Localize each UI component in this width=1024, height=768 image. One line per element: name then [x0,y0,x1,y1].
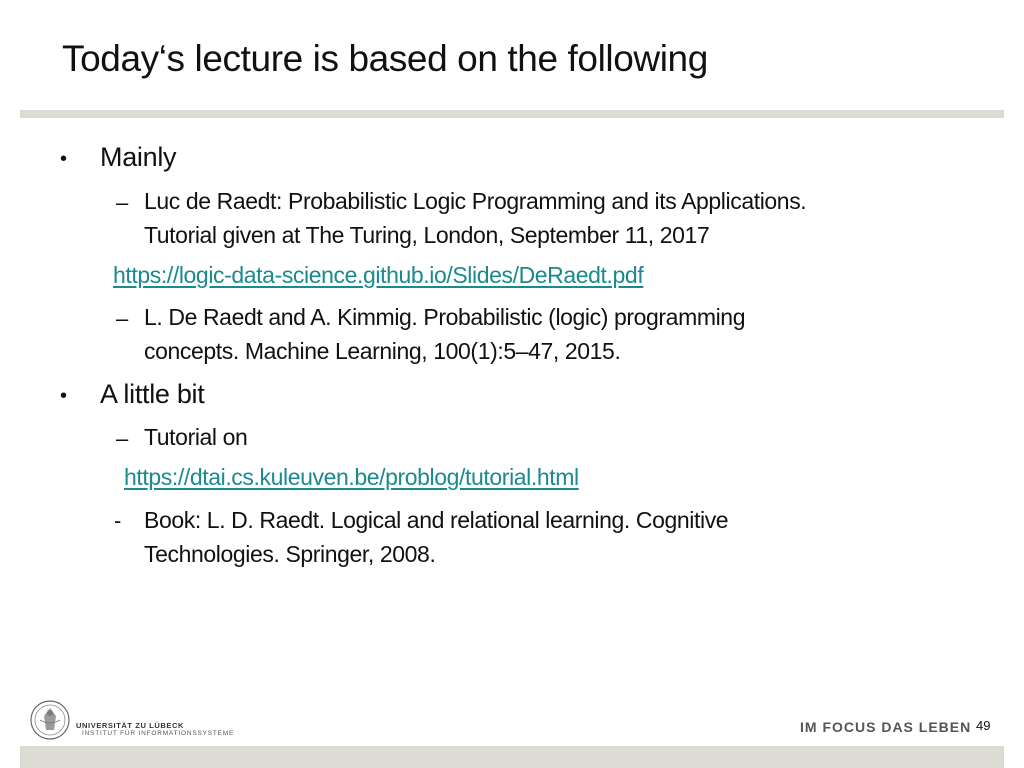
dash-marker: – [116,306,129,331]
reference-deraedt-tutorial [144,184,806,252]
university-name: UNIVERSITÄT ZU LÜBECK [76,721,185,730]
link-deraedt-slides[interactable]: https://logic-data-science.github.io/Slides/DeRaedt.pdf [113,262,644,288]
bullet-a-little-bit: A little bit [100,379,205,409]
dash-marker: – [116,426,129,451]
reference-deraedt-kimmig [144,300,745,368]
tutorial-on-label: Tutorial on [144,424,248,450]
institute-name: INSTITUT FÜR INFORMATIONSSYSTEME [82,730,235,737]
reference-line: Tutorial given at The Turing, London, September 11, 2017 [144,222,710,248]
dash-marker: - [114,508,122,533]
reference-line: Book: L. D. Raedt. Logical and relational learning. Cognitive [144,507,729,533]
bullet-mainly: Mainly [100,142,177,172]
reference-raedt-book [144,503,728,571]
reference-line: Technologies. Springer, 2008. [144,541,436,567]
reference-line: Luc de Raedt: Probabilistic Logic Programming and its Applications. [144,188,807,214]
reference-line: L. De Raedt and A. Kimmig. Probabilistic (logic) programming [144,304,746,330]
dash-marker: – [116,190,129,215]
university-seal-icon [30,700,70,740]
university-motto: IM FOCUS DAS LEBEN [800,719,972,735]
bullet-marker: • [60,385,68,407]
page-number: 49 [976,718,991,733]
reference-line: concepts. Machine Learning, 100(1):5–47, 2015. [144,338,621,364]
bullet-marker: • [60,148,68,170]
link-problog-tutorial[interactable]: https://dtai.cs.kuleuven.be/problog/tutorial.html [124,464,579,490]
slide-title: Today‘s lecture is based on the following [62,38,708,79]
footer-bar [20,746,1004,768]
